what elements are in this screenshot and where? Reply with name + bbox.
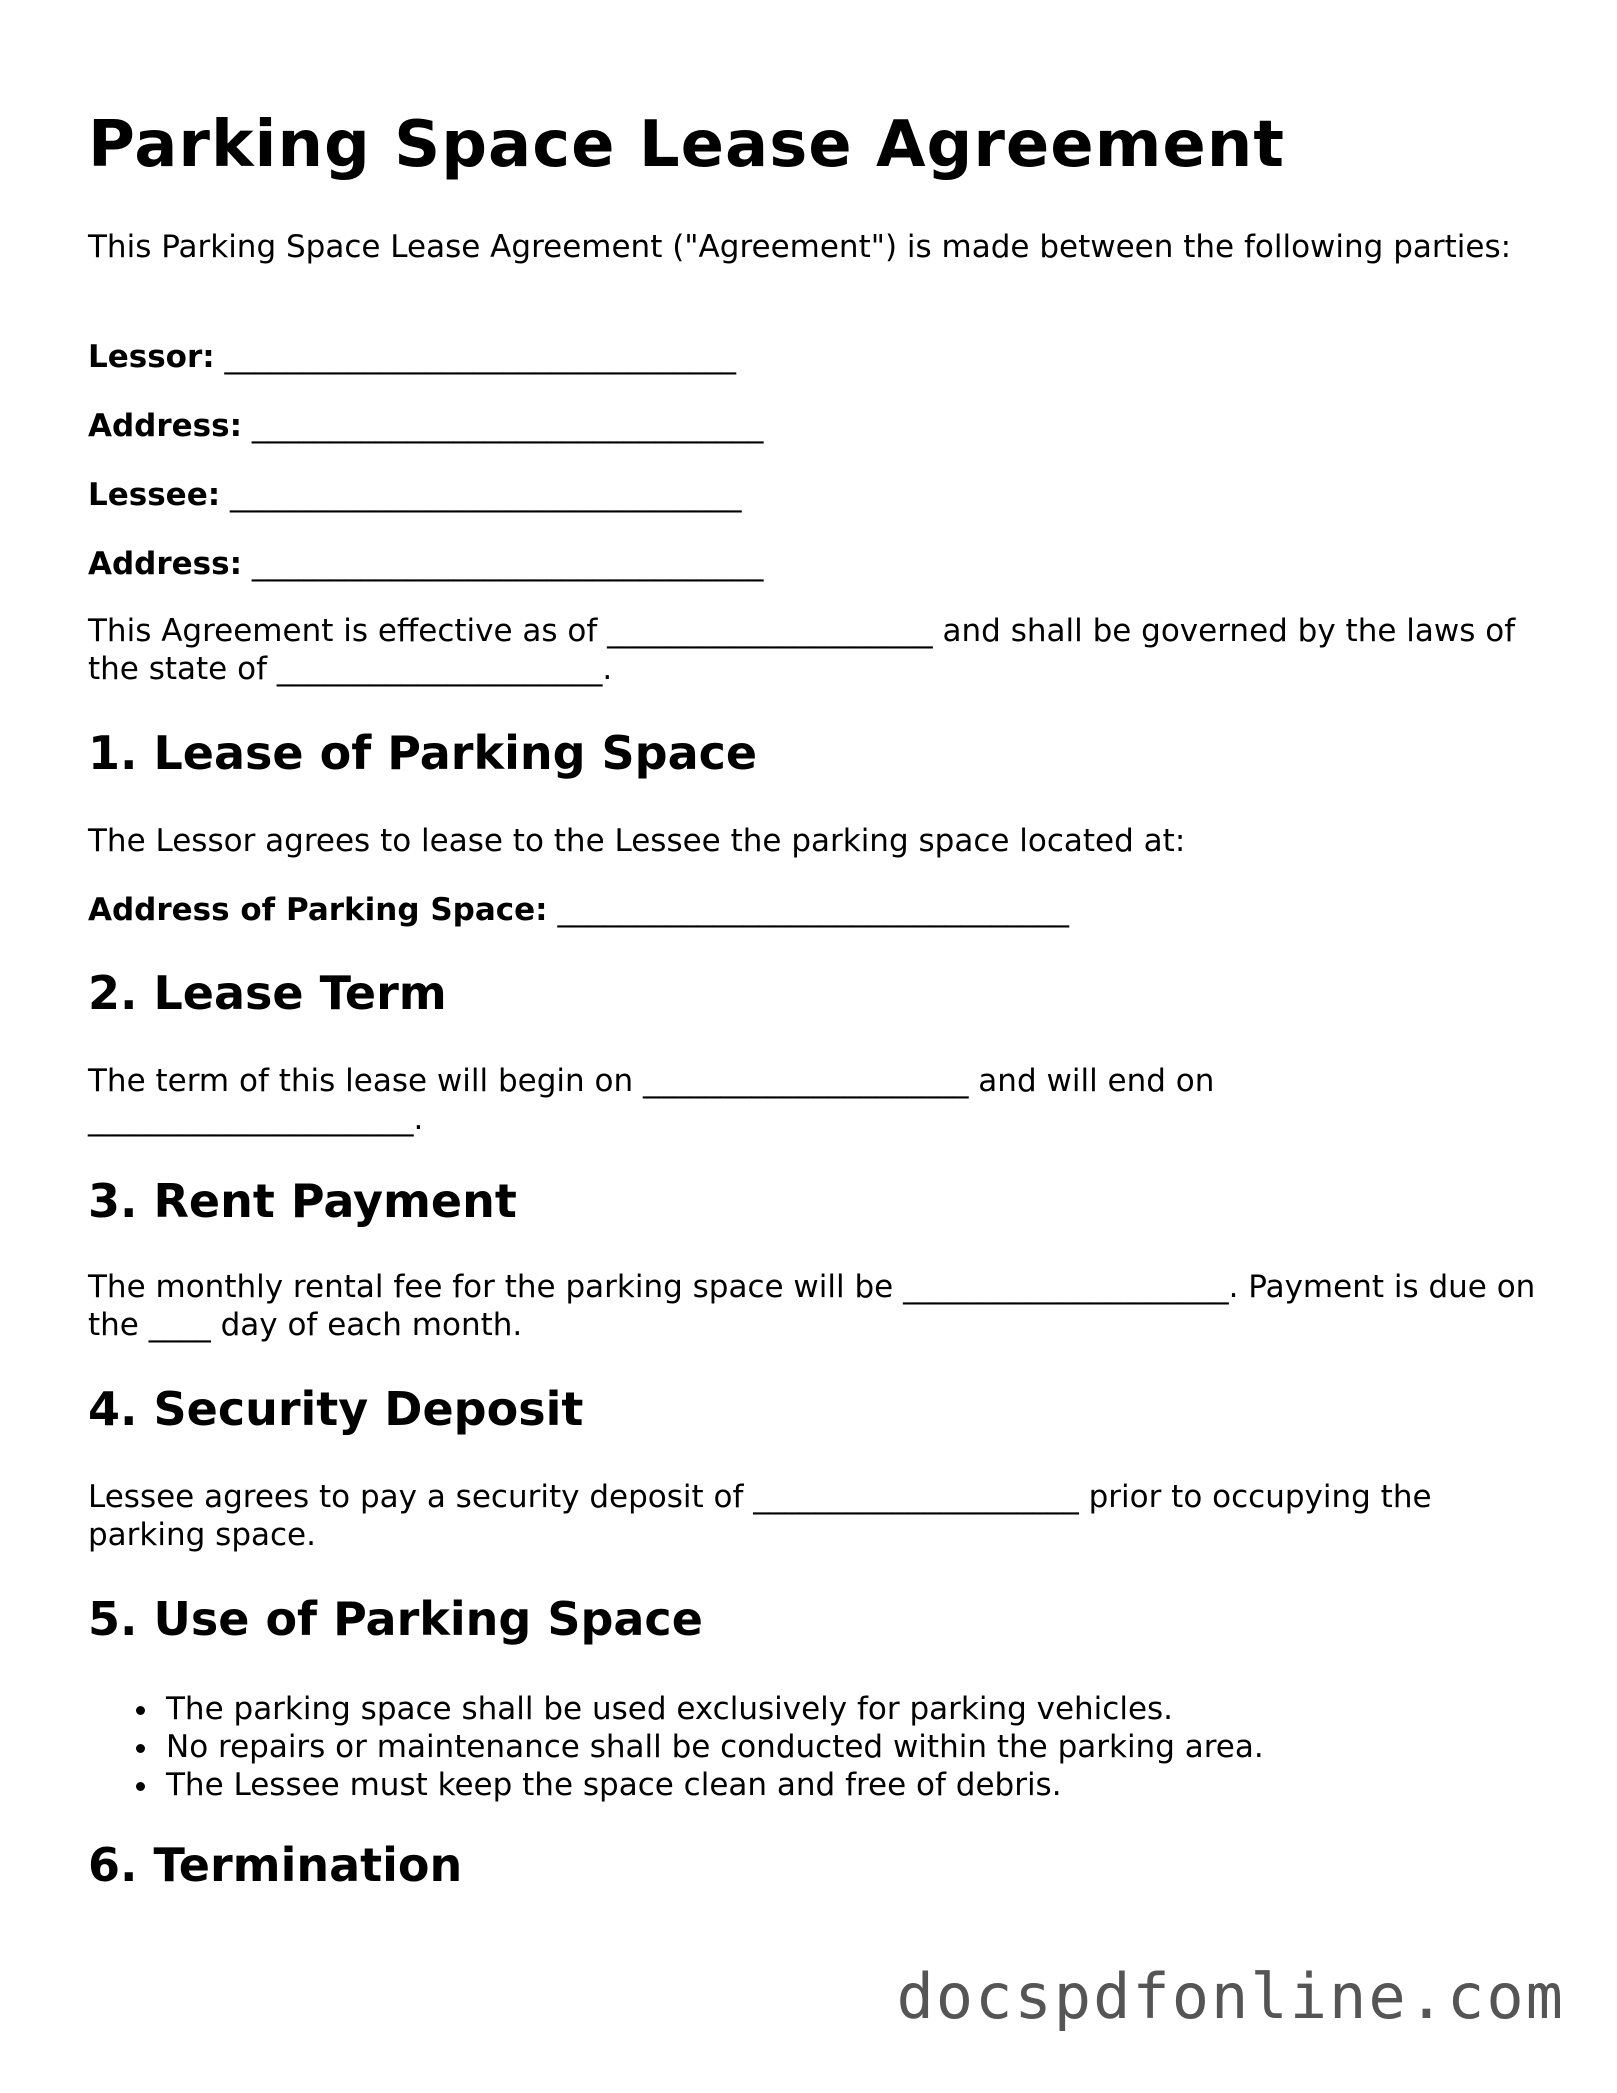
lessee-label: Lessee: xyxy=(88,477,221,513)
lessee-address-field[interactable] xyxy=(88,545,763,583)
lessor-address-blank[interactable]: _________________________________ xyxy=(251,408,764,444)
use-rules-list xyxy=(88,1690,1264,1804)
parking-address-blank[interactable]: _________________________________ xyxy=(557,892,1069,928)
list-item: The Lessee must keep the space clean and free of debris. xyxy=(88,1766,1264,1804)
lessor-address-field[interactable] xyxy=(88,407,763,445)
lessor-field[interactable] xyxy=(88,338,736,376)
effective-paragraph: This Agreement is effective as of _____________________ and shall be governed by the laws of the state of _____________________. xyxy=(88,613,1516,687)
lessor-address-label: Address: xyxy=(88,408,242,444)
list-item: No repairs or maintenance shall be conducted within the parking area. xyxy=(88,1728,1264,1766)
section-6-heading: 6. Termination xyxy=(88,1838,463,1892)
parking-address-label: Address of Parking Space: xyxy=(88,892,548,928)
lessee-address-label: Address: xyxy=(88,546,242,582)
lessor-blank[interactable]: _________________________________ xyxy=(224,339,737,375)
list-item: The parking space shall be used exclusively for parking vehicles. xyxy=(88,1690,1264,1728)
section-3-text: The monthly rental fee for the parking space will be _____________________. Payment is due on the ____ day of each month. xyxy=(88,1269,1536,1343)
section-3-heading: 3. Rent Payment xyxy=(88,1174,517,1228)
section-2-heading: 2. Lease Term xyxy=(88,966,447,1020)
lessee-field[interactable] xyxy=(88,476,742,514)
parking-address-field[interactable] xyxy=(88,891,1069,929)
document-title: Parking Space Lease Agreement xyxy=(88,108,1285,182)
section-1-heading: 1. Lease of Parking Space xyxy=(88,726,758,780)
section-5-heading: 5. Use of Parking Space xyxy=(88,1592,703,1646)
lessee-blank[interactable]: _________________________________ xyxy=(230,477,742,513)
section-2-text: The term of this lease will begin on _____________________ and will end on _____________________. xyxy=(88,1063,1215,1137)
section-4-text: Lessee agrees to pay a security deposit of _____________________ prior to occupying the parking space. xyxy=(88,1479,1432,1553)
intro-paragraph: This Parking Space Lease Agreement ("Agreement") is made between the following parties: xyxy=(88,229,1512,265)
section-1-text: The Lessor agrees to lease to the Lessee the parking space located at: xyxy=(88,823,1186,859)
lessee-address-blank[interactable]: _________________________________ xyxy=(251,546,764,582)
lessor-label: Lessor: xyxy=(88,339,215,375)
section-4-heading: 4. Security Deposit xyxy=(88,1382,584,1436)
watermark: docspdfonline.com xyxy=(896,1960,1565,2033)
